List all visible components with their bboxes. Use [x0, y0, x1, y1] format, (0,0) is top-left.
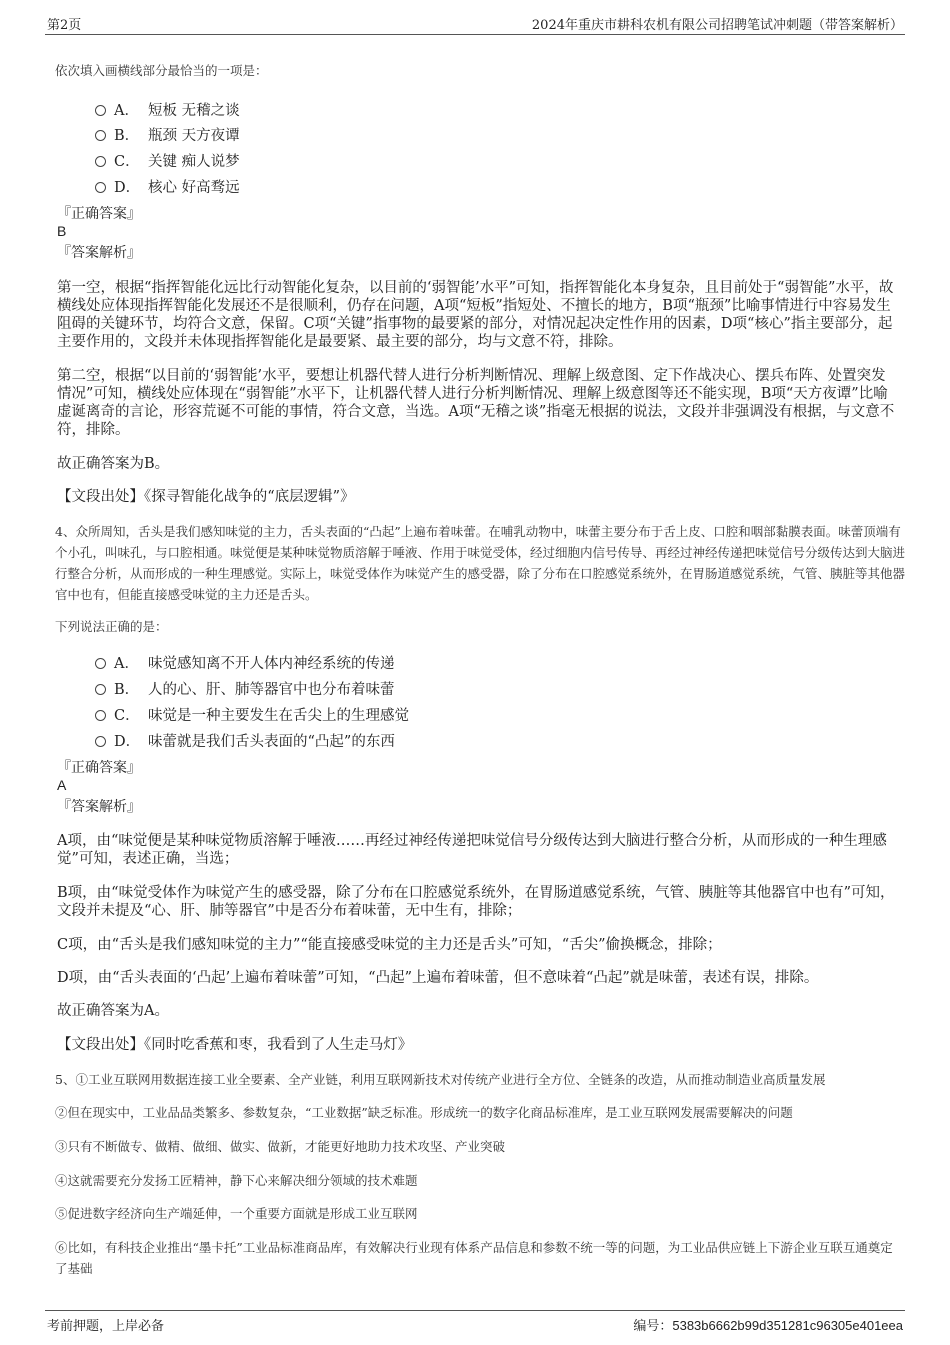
q4-option-c[interactable]: C． 味觉是一种主要发生在舌尖上的生理感觉 [95, 704, 409, 725]
q3-answer: B [57, 223, 67, 239]
document-code: 编号：5383b6662b99d351281c96305e401eea [633, 1318, 903, 1334]
q3-answer-heading: 『正确答案』 [57, 206, 141, 222]
footer-slogan: 考前押题，上岸必备 [47, 1319, 165, 1334]
q4-analysis-paragraph: C项，由“舌头是我们感知味觉的主力”“能直接感受味觉的主力还是舌头”可知，“舌尖”偷换概念，排除； [57, 937, 722, 953]
q5-sentence: 5、①工业互联网用数据连接工业全要素、全产业链，利用互联网新技术对传统产业进行全方位、全链条的改造，从而推动制造业高质量发展 [55, 1072, 826, 1087]
q3-analysis-paragraph: 第二空，根据“以目前的‘弱智能’水平，要想让机器代替人进行分析判断情况、理解上级意图、定下作战决心、摆兵布阵、处置突发情况”可知，横线处应体现在“弱智能”水平下，让机器代替人进行分析判断情况、理解上级意图等还不能实现，B项“天方夜谭”比喻虚诞离奇的言论，形容荒诞不可能的事情，符合文意，当选。A项“无稽之谈”指毫无根据的说法，文段并非强调没有根据，与文意不符，排除。 [57, 368, 895, 438]
document-title: 2024年重庆市耕科农机有限公司招聘笔试冲刺题（带答案解析） [531, 18, 903, 33]
page-footer [45, 1310, 905, 1335]
radio-button-icon[interactable] [95, 156, 106, 167]
q4-option-b[interactable]: B． 人的心、肝、肺等器官中也分布着味蕾 [95, 678, 395, 699]
page-header [45, 12, 905, 35]
q5-sentence: ②但在现实中，工业品品类繁多、参数复杂，“工业数据”缺乏标准。形成统一的数字化商品标准库，是工业互联网发展需要解决的问题 [55, 1105, 793, 1120]
q3-option-b[interactable]: B． 瓶颈 天方夜谭 [95, 124, 240, 145]
q4-analysis-paragraph: B项，由“味觉受体作为味觉产生的感受器，除了分布在口腔感觉系统外，在胃肠道感觉系统，气管、胰脏等其他器官中也有”可知，文段并未提及“心、肝、肺等器官”中是否分布着味蕾，无中生有，排除； [57, 885, 895, 919]
radio-button-icon[interactable] [95, 684, 106, 695]
q4-analysis-paragraph: D项，由“舌头表面的‘凸起’上遍布着味蕾”可知，“凸起”上遍布着味蕾，但不意味着“凸起”就是味蕾，表述有误，排除。 [57, 970, 819, 986]
q3-option-a[interactable]: A． 短板 无稽之谈 [95, 99, 240, 120]
q4-option-d[interactable]: D． 味蕾就是我们舌头表面的“凸起”的东西 [95, 730, 395, 751]
q3-option-d[interactable]: D． 核心 好高骛远 [95, 176, 240, 197]
q5-sentence: ③只有不断做专、做精、做细、做实、做新，才能更好地助力技术攻坚、产业突破 [55, 1139, 506, 1154]
q4-passage: 4、众所周知，舌头是我们感知味觉的主力，舌头表面的“凸起”上遍布着味蕾。在哺乳动物中，味蕾主要分布于舌上皮、口腔和咽部黏膜表面。味蕾顶端有个小孔，叫味孔，与口腔相通。味觉便是某种味觉物质溶解于唾液、作用于味觉受体，经过细胞内信号传导、再经过神经传递把味觉信号分级传达到大脑进行整合分析，从而形成的一种生理感觉。实际上，味觉受体作为味觉产生的感受器，除了分布在口腔感觉系统外，在胃肠道感觉系统，气管、胰脏等其他器官中也有，但能直接感受味觉的主力还是舌头。 [55, 524, 906, 602]
q5-sentence: ⑤促进数字经济向生产端延伸，一个重要方面就是形成工业互联网 [55, 1206, 418, 1221]
q4-answer-heading: 『正确答案』 [57, 760, 141, 776]
q3-conclusion: 故正确答案为B。 [57, 456, 170, 472]
q3-prompt: 依次填入画横线部分最恰当的一项是： [55, 63, 268, 78]
radio-button-icon[interactable] [95, 658, 106, 669]
radio-button-icon[interactable] [95, 710, 106, 721]
radio-button-icon[interactable] [95, 736, 106, 747]
q4-conclusion: 故正确答案为A。 [57, 1003, 169, 1019]
q5-sentence: ④这就需要充分发扬工匠精神，静下心来解决细分领域的技术难题 [55, 1173, 418, 1188]
radio-button-icon[interactable] [95, 130, 106, 141]
q4-answer: A [57, 777, 67, 793]
q5-sentence: ⑥比如，有科技企业推出“墨卡托”工业品标准商品库，有效解决行业现有体系产品信息和参数不统一等的问题，为工业品供应链上下游企业互联互通奠定了基础 [55, 1240, 893, 1276]
q4-analysis-heading: 『答案解析』 [57, 799, 141, 815]
page-number: 第2页 [47, 18, 82, 33]
radio-button-icon[interactable] [95, 105, 106, 116]
q4-prompt: 下列说法正确的是： [55, 619, 168, 634]
q4-analysis-paragraph: A项，由“味觉便是某种味觉物质溶解于唾液……再经过神经传递把味觉信号分级传达到大脑进行整合分析，从而形成的一种生理感觉”可知，表述正确，当选； [57, 833, 887, 867]
q3-source: 【文段出处】《探寻智能化战争的“底层逻辑”》 [57, 489, 355, 505]
q4-source: 【文段出处】《同时吃香蕉和枣，我看到了人生走马灯》 [57, 1037, 413, 1053]
q3-option-c[interactable]: C． 关键 痴人说梦 [95, 150, 240, 171]
q3-analysis-heading: 『答案解析』 [57, 245, 141, 261]
q4-option-a[interactable]: A． 味觉感知离不开人体内神经系统的传递 [95, 652, 395, 673]
radio-button-icon[interactable] [95, 182, 106, 193]
q3-analysis-paragraph: 第一空，根据“指挥智能化远比行动智能化复杂，以目前的‘弱智能’水平”可知，指挥智能化本身复杂，且目前处于“弱智能”水平，故横线处应体现指挥智能化发展还不是很顺利，仍存在问题，A项“短板”指短处、不擅长的地方，B项“瓶颈”比喻事情进行中容易发生阻碍的关键环节，均符合文意，保留。C项“关键”指事物的最要紧的部分，对情况起决定性作用的因素，D项“核心”指主要部分，起主要作用的，文段并未体现指挥智能化是最要紧、最主要的部分，均与文意不符，排除。 [57, 280, 894, 350]
